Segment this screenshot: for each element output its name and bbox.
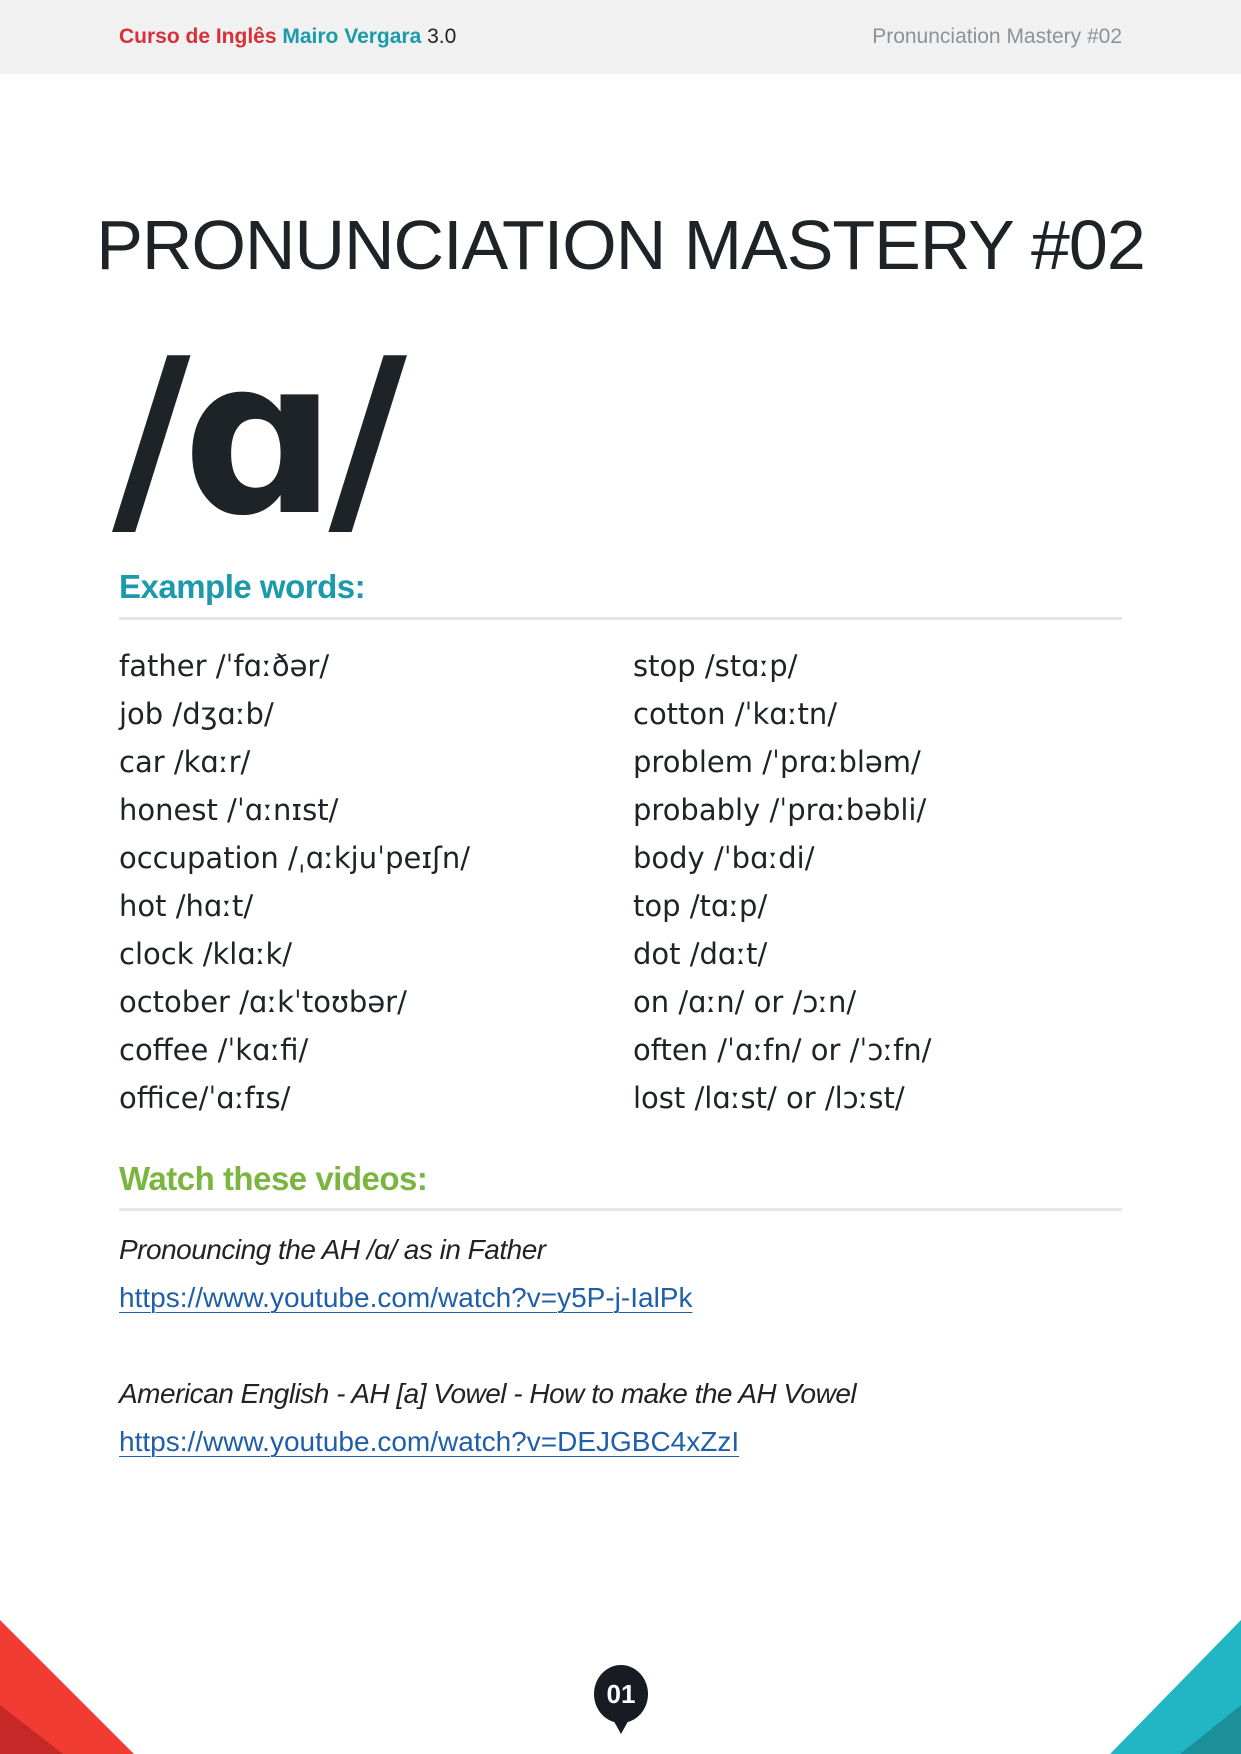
example-word: lost /lɑːst/ or /lɔːst/ (633, 1081, 905, 1115)
video-link[interactable]: https://www.youtube.com/watch?v=y5P-j-IalPk (119, 1282, 693, 1313)
brand-part2: Mairo Vergara (282, 25, 422, 48)
example-word: father /ˈfɑːðər/ (119, 649, 330, 683)
video-title: American English - AH [a] Vowel - How to make the AH Vowel (119, 1378, 857, 1409)
example-word: honest /ˈɑːnɪst/ (119, 793, 339, 827)
example-word: october /ɑːkˈtoʊbər/ (119, 985, 407, 1019)
example-word: office/ˈɑːfɪs/ (119, 1081, 291, 1115)
brand (119, 25, 456, 49)
brand-version: 3.0 (427, 25, 457, 48)
divider (119, 1208, 1122, 1211)
example-word: car /kɑːr/ (119, 745, 251, 779)
phoneme-symbol: /ɑ/ (112, 312, 399, 563)
example-word: body /ˈbɑːdi/ (633, 841, 815, 875)
page-number: 01 (594, 1665, 648, 1723)
example-word: job /dʒɑːb/ (119, 697, 274, 731)
example-word: often /ˈɑːfn/ or /ˈɔːfn/ (633, 1033, 932, 1067)
example-word: cotton /ˈkɑːtn/ (633, 697, 838, 731)
example-word: dot /dɑːt/ (633, 937, 768, 971)
example-word: probably /ˈprɑːbəbli/ (633, 793, 927, 827)
example-word: hot /hɑːt/ (119, 889, 254, 923)
examples-left-column (119, 642, 470, 1122)
page-title: PRONUNCIATION MASTERY #02 (96, 206, 1145, 284)
brand-part1: Curso de Inglês (119, 25, 277, 48)
divider (119, 617, 1122, 620)
examples-heading: Example words: (119, 568, 366, 605)
video-title: Pronouncing the AH /ɑ/ as in Father (119, 1234, 546, 1265)
example-word: clock /klɑːk/ (119, 937, 293, 971)
page-header (0, 0, 1241, 74)
example-word: top /tɑːp/ (633, 889, 768, 923)
example-word: problem /ˈprɑːbləm/ (633, 745, 921, 779)
videos-heading: Watch these videos: (119, 1160, 428, 1197)
header-title: Pronunciation Mastery #02 (872, 25, 1122, 48)
page-number-pointer (611, 1716, 631, 1734)
example-word: occupation /ˌɑːkjuˈpeɪʃn/ (119, 841, 471, 875)
example-word: on /ɑːn/ or /ɔːn/ (633, 985, 857, 1019)
example-word: coffee /ˈkɑːfi/ (119, 1033, 309, 1067)
example-word: stop /stɑːp/ (633, 649, 798, 683)
examples-right-column (633, 642, 931, 1122)
video-link[interactable]: https://www.youtube.com/watch?v=DEJGBC4xZzI (119, 1426, 740, 1457)
